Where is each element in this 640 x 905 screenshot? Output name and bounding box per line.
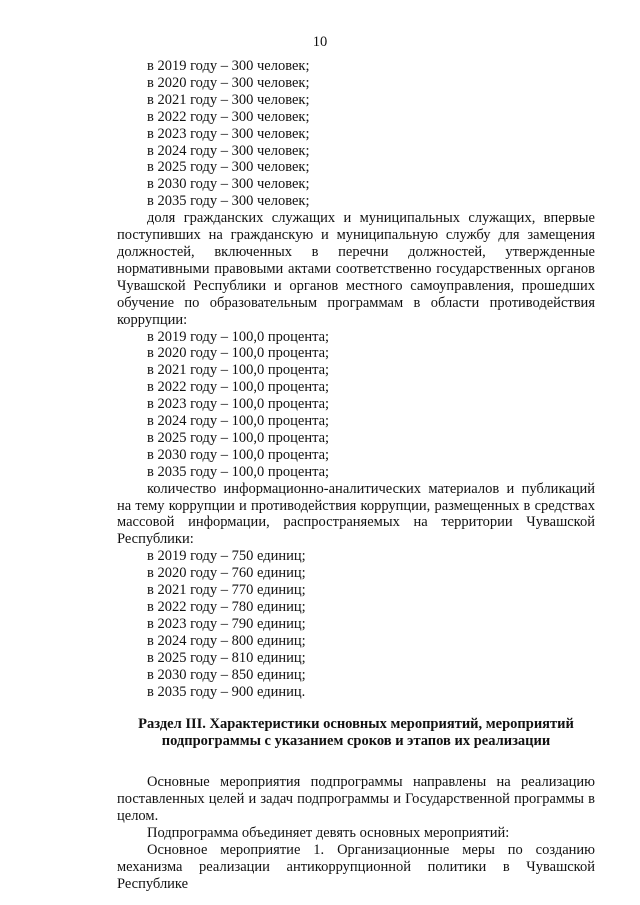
list-item: в 2020 году – 300 человек; <box>147 74 310 91</box>
list-item: в 2030 году – 300 человек; <box>147 176 310 193</box>
list-item: в 2021 году – 770 единиц; <box>147 582 306 599</box>
list-item: в 2020 году – 100,0 процента; <box>147 345 330 362</box>
spacer <box>117 750 595 774</box>
list-item: в 2019 году – 300 человек; <box>147 58 310 74</box>
list-item: в 2020 году – 760 единиц; <box>147 565 306 582</box>
list-trained-employees <box>117 58 595 210</box>
list-item: в 2030 году – 850 единиц; <box>147 666 306 683</box>
list-item: в 2023 году – 300 человек; <box>147 125 310 142</box>
list-item: в 2021 году – 300 человек; <box>147 91 310 108</box>
list-publications <box>117 548 595 700</box>
list-item: в 2019 году – 100,0 процента; <box>147 328 330 345</box>
list-item: в 2021 году – 100,0 процента; <box>147 362 330 379</box>
list-item: в 2022 году – 300 человек; <box>147 108 310 125</box>
list-item: в 2025 году – 100,0 процента; <box>147 429 330 446</box>
list-item: в 2024 году – 300 человек; <box>147 142 310 159</box>
paragraph: доля гражданских служащих и муниципальных служащих, впервые поступивших на гражданскую и муниципальную службу для замещения должностей, включенных в перечни должностей, утвержденные нормативными правовыми актами соответственно государственных органов Чувашской Республики и органов местного самоуправления, прошедших обучение по образовательным программам в области противодействия коррупции: <box>117 210 595 328</box>
paragraph: Подпрограмма объединяет девять основных мероприятий: <box>147 824 510 841</box>
list-item: в 2023 году – 790 единиц; <box>147 615 306 632</box>
list-item: в 2024 году – 800 единиц; <box>147 632 306 649</box>
section-heading-line: Раздел III. Характеристики основных мероприятий, мероприятий <box>138 716 574 733</box>
list-item: в 2035 году – 900 единиц. <box>147 683 306 700</box>
list-item: в 2019 году – 750 единиц; <box>147 548 306 565</box>
section-heading-line: подпрограммы с указанием сроков и этапов их реализации <box>161 733 551 750</box>
paragraph: Основное мероприятие 1. Организационные меры по созданию механизма реализации антикоррупционной политики в Чувашской Республике <box>117 841 595 892</box>
paragraph: количество информационно-аналитических материалов и публикаций на тему коррупции и противодействия коррупции, размещенных в средствах массовой информации, распространяемых на территории Чувашской Республики: <box>117 480 595 548</box>
list-item: в 2023 году – 100,0 процента; <box>147 396 330 413</box>
list-item: в 2030 году – 100,0 процента; <box>147 446 330 463</box>
document-body <box>117 58 595 893</box>
list-item: в 2025 году – 300 человек; <box>147 159 310 176</box>
list-item: в 2022 году – 780 единиц; <box>147 599 306 615</box>
page-number: 10 <box>312 34 328 50</box>
paragraph: Основные мероприятия подпрограммы направлены на реализацию поставленных целей и задач подпрограммы и Государственной программы в целом. <box>117 774 595 825</box>
list-share-percent <box>117 329 595 481</box>
list-item: в 2025 году – 810 единиц; <box>147 649 306 666</box>
list-item: в 2024 году – 100,0 процента; <box>147 413 330 430</box>
list-item: в 2035 году – 300 человек; <box>147 193 310 210</box>
section-heading <box>117 716 595 750</box>
list-item: в 2022 году – 100,0 процента; <box>147 379 330 396</box>
list-item: в 2035 году – 100,0 процента; <box>147 463 330 480</box>
